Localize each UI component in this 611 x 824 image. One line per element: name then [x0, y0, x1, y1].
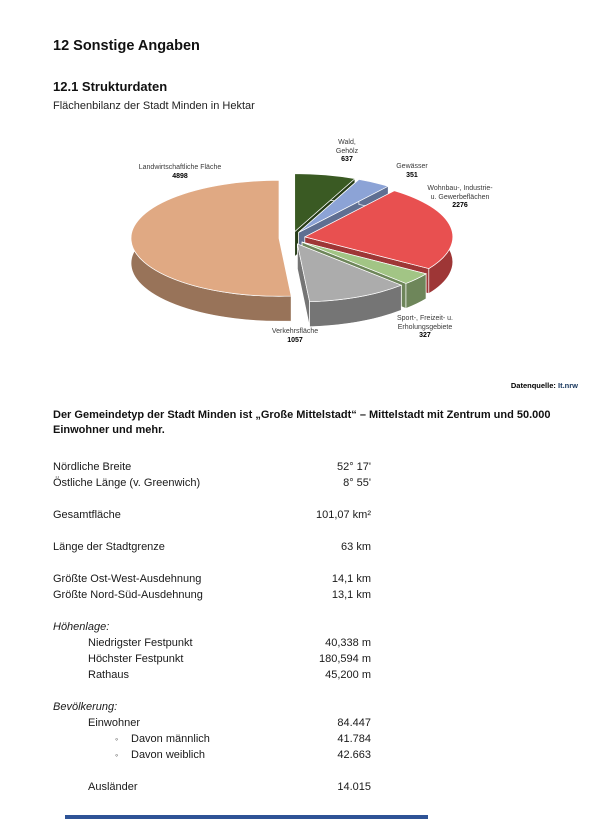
row-value: 14,1 km [331, 573, 371, 585]
row-value: 40,338 m [325, 637, 371, 649]
table-row [53, 715, 371, 731]
row-label: Größte Nord-Süd-Ausdehnung [53, 589, 203, 601]
row-label: Rathaus [88, 669, 129, 681]
pie-slice-label [427, 185, 492, 211]
data-source-label: Datenquelle: [510, 381, 556, 390]
chart-title: Flächenbilanz der Stadt Minden in Hektar [53, 100, 255, 112]
table-row [53, 779, 371, 795]
pie-slice-label-line: Gewässer [396, 163, 428, 170]
row-label: Länge der Stadtgrenze [53, 541, 165, 553]
table-row [53, 635, 371, 651]
table-row [53, 651, 371, 667]
pie-slice-value: 4898 [172, 172, 188, 180]
pie-slice-label-line: u. Gewerbeflächen [430, 193, 490, 201]
pie-chart [0, 126, 611, 366]
pie-slice-label-line: Wald, [338, 139, 356, 146]
table-row [53, 587, 371, 603]
structure-data-table [53, 459, 371, 795]
data-source-value: It.nrw [558, 381, 578, 390]
row-value: 63 km [341, 541, 371, 553]
pie-slice-label [397, 315, 453, 341]
pie-slice-value: 637 [341, 156, 353, 163]
bullet-icon: ◦ [115, 750, 119, 760]
pie-slice-label-line: Gehölz [335, 147, 359, 155]
pie-slice-value: 1057 [287, 336, 303, 344]
pie-slice-label [336, 139, 358, 165]
row-label: Gesamtfläche [53, 509, 121, 521]
table-row [53, 731, 371, 747]
table-row [53, 459, 371, 475]
footer-bar [65, 815, 428, 819]
table-row [53, 539, 371, 555]
row-value: 14.015 [337, 781, 371, 793]
table-row [53, 699, 371, 715]
pie-slice-label-line: Wohnbau-, Industrie- [427, 185, 493, 192]
pie-slice-label-line: Sport-, Freizeit- u. [396, 315, 454, 322]
page-title: 12 Sonstige Angaben [53, 38, 200, 54]
intro-paragraph: Der Gemeindetyp der Stadt Minden ist „Große Mittelstadt“ – Mittelstadt mit Zentrum und 50.000 Einwohner und mehr. [53, 409, 551, 436]
bullet-icon: ◦ [115, 734, 119, 744]
row-label: Davon männlich [131, 733, 210, 745]
row-label: Nördliche Breite [53, 461, 132, 473]
row-value: 101,07 km² [315, 509, 371, 521]
pie-slice-value: 351 [406, 171, 418, 179]
pie-slice-label [139, 164, 222, 181]
row-label: Ausländer [88, 781, 138, 793]
row-value: 13,1 km [331, 589, 371, 601]
row-label: Einwohner [88, 717, 140, 729]
pie-slice-label [272, 328, 318, 345]
table-row [53, 667, 371, 683]
table-row [53, 507, 371, 523]
row-value: 180,594 m [319, 653, 371, 665]
table-row [53, 475, 371, 491]
pie-slice-label-line: Erholungsgebiete [397, 323, 453, 331]
data-source-note [511, 381, 578, 390]
pie-slice-value: 2276 [452, 202, 468, 209]
row-label: Davon weiblich [131, 749, 205, 761]
row-label: Größte Ost-West-Ausdehnung [53, 573, 202, 585]
row-label: Bevölkerung: [53, 701, 118, 713]
row-value: 41.784 [337, 733, 371, 745]
row-value: 8° 55' [343, 477, 371, 489]
pie-slice-label [396, 163, 428, 180]
row-label: Höchster Festpunkt [88, 653, 184, 665]
row-label: Höhenlage: [53, 621, 110, 633]
pie-slice-label-line: Verkehrsfläche [271, 328, 319, 335]
row-label: Niedrigster Festpunkt [88, 637, 193, 649]
table-row [53, 747, 371, 763]
row-value: 45,200 m [325, 669, 371, 681]
section-heading: 12.1 Strukturdaten [53, 79, 168, 94]
pie-slice-value: 327 [419, 332, 431, 339]
table-row [53, 619, 371, 635]
row-label: Östliche Länge (v. Greenwich) [53, 477, 201, 489]
table-row [53, 571, 371, 587]
pie-slice-label-line: Landwirtschaftliche Fläche [138, 164, 222, 171]
row-value: 84.447 [337, 717, 371, 729]
row-value: 52° 17' [336, 461, 371, 473]
row-value: 42.663 [337, 749, 371, 761]
